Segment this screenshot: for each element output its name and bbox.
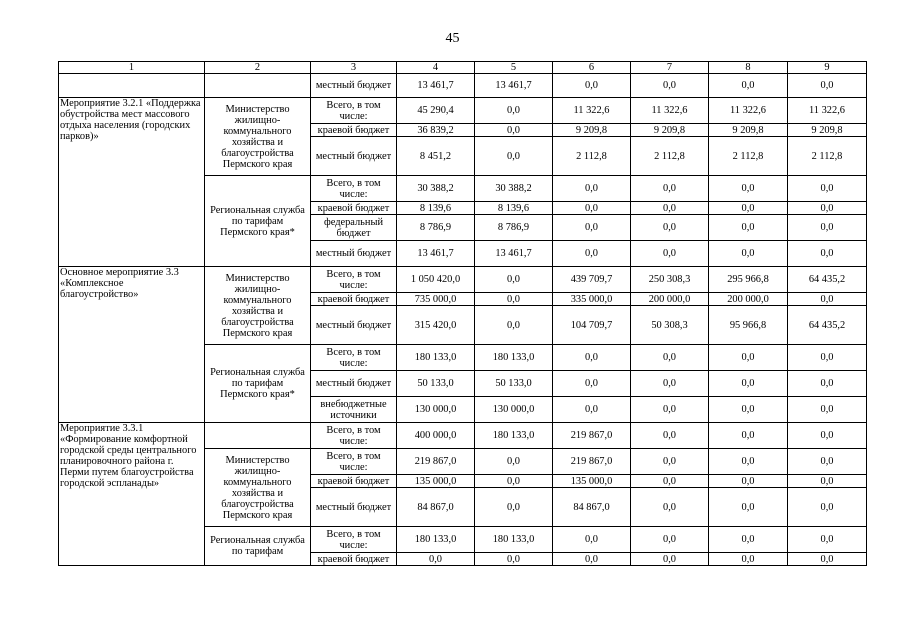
table-cell: Всего, в том числе: — [311, 449, 397, 475]
table-cell: 0,0 — [631, 74, 709, 98]
table-cell: 400 000,0 — [397, 423, 475, 449]
table-cell: 180 133,0 — [475, 345, 553, 371]
page-number: 45 — [445, 31, 460, 46]
executor-cell: Министерство жилищно-коммунального хозяйства и благоустройства Пермского края — [205, 449, 311, 527]
table-cell: 11 322,6 — [788, 98, 867, 124]
table-cell: 0,0 — [475, 475, 553, 488]
table-cell: 200 000,0 — [631, 293, 709, 306]
table-cell: 0,0 — [788, 241, 867, 267]
table-cell: местный бюджет — [311, 306, 397, 345]
table-cell: краевой бюджет — [311, 553, 397, 566]
table-cell: 64 435,2 — [788, 267, 867, 293]
table-cell: 0,0 — [631, 397, 709, 423]
table-cell: 13 461,7 — [397, 74, 475, 98]
table-cell: 130 000,0 — [475, 397, 553, 423]
table-cell: 11 322,6 — [709, 98, 788, 124]
table-cell: 0,0 — [475, 124, 553, 137]
table-cell: 0,0 — [553, 215, 631, 241]
table-cell: 0,0 — [709, 345, 788, 371]
header-row — [59, 62, 867, 74]
table-cell: 1 050 420,0 — [397, 267, 475, 293]
table-cell: Всего, в том числе: — [311, 527, 397, 553]
column-header: 1 — [59, 62, 205, 74]
table-cell: 0,0 — [709, 74, 788, 98]
table-cell: 13 461,7 — [475, 241, 553, 267]
table-cell: 64 435,2 — [788, 306, 867, 345]
table-row — [59, 423, 867, 449]
table-cell: краевой бюджет — [311, 293, 397, 306]
table-cell: 0,0 — [788, 215, 867, 241]
table-cell: 315 420,0 — [397, 306, 475, 345]
table-cell: 0,0 — [709, 553, 788, 566]
executor-cell: Министерство жилищно-коммунального хозяйства и благоустройства Пермского края — [205, 267, 311, 345]
table-cell: 180 133,0 — [475, 527, 553, 553]
activity-cell: Мероприятие 3.3.1 «Формирование комфортной городской среды центрального планировочного района г. Перми путем благоустройства городской эспланады» — [59, 423, 205, 566]
table-cell: 0,0 — [631, 345, 709, 371]
table-cell: 9 209,8 — [788, 124, 867, 137]
table-cell: 295 966,8 — [709, 267, 788, 293]
table-cell: 219 867,0 — [397, 449, 475, 475]
table-cell: 180 133,0 — [397, 345, 475, 371]
table-cell: 0,0 — [709, 527, 788, 553]
table-row — [59, 267, 867, 293]
table-cell: 36 839,2 — [397, 124, 475, 137]
executor-cell: Региональная служба по тарифам — [205, 527, 311, 566]
table-cell: местный бюджет — [311, 137, 397, 176]
table-cell: краевой бюджет — [311, 475, 397, 488]
table-cell: 0,0 — [709, 449, 788, 475]
table-cell: 0,0 — [553, 371, 631, 397]
table-cell: 0,0 — [788, 423, 867, 449]
table-cell: 8 451,2 — [397, 137, 475, 176]
table-cell: 0,0 — [788, 345, 867, 371]
table-cell: 2 112,8 — [553, 137, 631, 176]
table-cell: местный бюджет — [311, 241, 397, 267]
table-cell: 335 000,0 — [553, 293, 631, 306]
table-cell: 2 112,8 — [709, 137, 788, 176]
table-cell: 30 388,2 — [397, 176, 475, 202]
table-cell: 50 133,0 — [475, 371, 553, 397]
column-header: 5 — [475, 62, 553, 74]
table-cell: 130 000,0 — [397, 397, 475, 423]
table-cell: 9 209,8 — [553, 124, 631, 137]
table-cell: 0,0 — [788, 74, 867, 98]
table-cell: 0,0 — [631, 423, 709, 449]
column-header: 9 — [788, 62, 867, 74]
table-cell: 0,0 — [709, 202, 788, 215]
column-header: 2 — [205, 62, 311, 74]
table-cell: 0,0 — [709, 176, 788, 202]
table-cell: местный бюджет — [311, 488, 397, 527]
table-cell: 180 133,0 — [397, 527, 475, 553]
table-cell: внебюджетные источники — [311, 397, 397, 423]
table-cell: краевой бюджет — [311, 202, 397, 215]
table-cell: 0,0 — [631, 553, 709, 566]
table-cell: 0,0 — [475, 137, 553, 176]
table-cell: Всего, в том числе: — [311, 267, 397, 293]
table-cell: 0,0 — [631, 449, 709, 475]
table-cell: 84 867,0 — [553, 488, 631, 527]
table-cell: Всего, в том числе: — [311, 345, 397, 371]
table-cell: 2 112,8 — [788, 137, 867, 176]
column-header: 6 — [553, 62, 631, 74]
table-cell: местный бюджет — [311, 74, 397, 98]
table-cell: 200 000,0 — [709, 293, 788, 306]
table-cell: 0,0 — [788, 176, 867, 202]
activity-cell — [59, 74, 205, 98]
table-cell: 8 786,9 — [475, 215, 553, 241]
table-cell: 0,0 — [709, 488, 788, 527]
activity-cell: Мероприятие 3.2.1 «Поддержка обустройства мест массового отдыха населения (городских парков)» — [59, 98, 205, 267]
table-cell: Всего, в том числе: — [311, 176, 397, 202]
table-cell: 9 209,8 — [631, 124, 709, 137]
table-cell: 0,0 — [788, 488, 867, 527]
table-cell: 2 112,8 — [631, 137, 709, 176]
table-cell: 0,0 — [709, 241, 788, 267]
table-cell: 0,0 — [788, 475, 867, 488]
table-cell: 135 000,0 — [397, 475, 475, 488]
table-cell: 95 966,8 — [709, 306, 788, 345]
table-cell: 0,0 — [788, 553, 867, 566]
table-cell: местный бюджет — [311, 371, 397, 397]
table-cell: 219 867,0 — [553, 423, 631, 449]
table-cell: 104 709,7 — [553, 306, 631, 345]
table-cell: 0,0 — [475, 267, 553, 293]
table-cell: 0,0 — [553, 345, 631, 371]
table-cell: 0,0 — [631, 241, 709, 267]
executor-cell — [205, 74, 311, 98]
column-header: 4 — [397, 62, 475, 74]
table-cell: 0,0 — [631, 202, 709, 215]
table-cell: 84 867,0 — [397, 488, 475, 527]
budget-table — [58, 61, 867, 566]
table-cell: 0,0 — [709, 475, 788, 488]
table-cell: федеральный бюджет — [311, 215, 397, 241]
table-cell: 0,0 — [709, 371, 788, 397]
table-cell: 0,0 — [788, 397, 867, 423]
table-cell: 0,0 — [788, 202, 867, 215]
table-cell: 0,0 — [553, 202, 631, 215]
table-cell: 0,0 — [475, 449, 553, 475]
table-cell: 0,0 — [475, 98, 553, 124]
table-cell: 0,0 — [709, 397, 788, 423]
table-cell: 0,0 — [553, 74, 631, 98]
table-row — [59, 98, 867, 124]
table-cell: 250 308,3 — [631, 267, 709, 293]
table-cell: 0,0 — [709, 423, 788, 449]
table-cell: 50 133,0 — [397, 371, 475, 397]
table-cell: 8 786,9 — [397, 215, 475, 241]
table-cell: 0,0 — [788, 371, 867, 397]
column-header: 8 — [709, 62, 788, 74]
table-cell: 0,0 — [788, 449, 867, 475]
table-cell: 219 867,0 — [553, 449, 631, 475]
table-cell: 0,0 — [631, 488, 709, 527]
table-cell: 8 139,6 — [397, 202, 475, 215]
table-cell: 30 388,2 — [475, 176, 553, 202]
table-cell: 0,0 — [553, 241, 631, 267]
executor-cell: Региональная служба по тарифам Пермского края* — [205, 345, 311, 423]
executor-cell: Региональная служба по тарифам Пермского края* — [205, 176, 311, 267]
table-cell: краевой бюджет — [311, 124, 397, 137]
table-cell: 0,0 — [553, 527, 631, 553]
table-cell: 180 133,0 — [475, 423, 553, 449]
table-cell: 9 209,8 — [709, 124, 788, 137]
activity-cell: Основное мероприятие 3.3 «Комплексное благоустройство» — [59, 267, 205, 423]
table-cell: 0,0 — [631, 215, 709, 241]
table-cell: 45 290,4 — [397, 98, 475, 124]
table-cell: 0,0 — [475, 488, 553, 527]
executor-cell: Министерство жилищно-коммунального хозяйства и благоустройства Пермского края — [205, 98, 311, 176]
column-header: 3 — [311, 62, 397, 74]
table-cell: Всего, в том числе: — [311, 98, 397, 124]
table-cell: 13 461,7 — [475, 74, 553, 98]
table-cell: 135 000,0 — [553, 475, 631, 488]
table-cell: 0,0 — [475, 553, 553, 566]
table-cell: 0,0 — [553, 553, 631, 566]
table-cell: 735 000,0 — [397, 293, 475, 306]
table-cell: Всего, в том числе: — [311, 423, 397, 449]
table-cell: 11 322,6 — [631, 98, 709, 124]
table-cell: 0,0 — [397, 553, 475, 566]
table-cell: 50 308,3 — [631, 306, 709, 345]
table-cell: 8 139,6 — [475, 202, 553, 215]
table-cell: 13 461,7 — [397, 241, 475, 267]
table-cell: 0,0 — [553, 397, 631, 423]
column-header: 7 — [631, 62, 709, 74]
table-cell: 0,0 — [631, 527, 709, 553]
table-cell: 0,0 — [788, 293, 867, 306]
table-cell: 0,0 — [475, 306, 553, 345]
table-cell: 0,0 — [475, 293, 553, 306]
table-cell: 0,0 — [553, 176, 631, 202]
table-cell: 11 322,6 — [553, 98, 631, 124]
table-cell: 0,0 — [631, 176, 709, 202]
table-row — [59, 74, 867, 98]
executor-cell — [205, 423, 311, 449]
table-cell: 0,0 — [709, 215, 788, 241]
table-cell: 439 709,7 — [553, 267, 631, 293]
table-cell: 0,0 — [788, 527, 867, 553]
table-cell: 0,0 — [631, 371, 709, 397]
table-cell: 0,0 — [631, 475, 709, 488]
